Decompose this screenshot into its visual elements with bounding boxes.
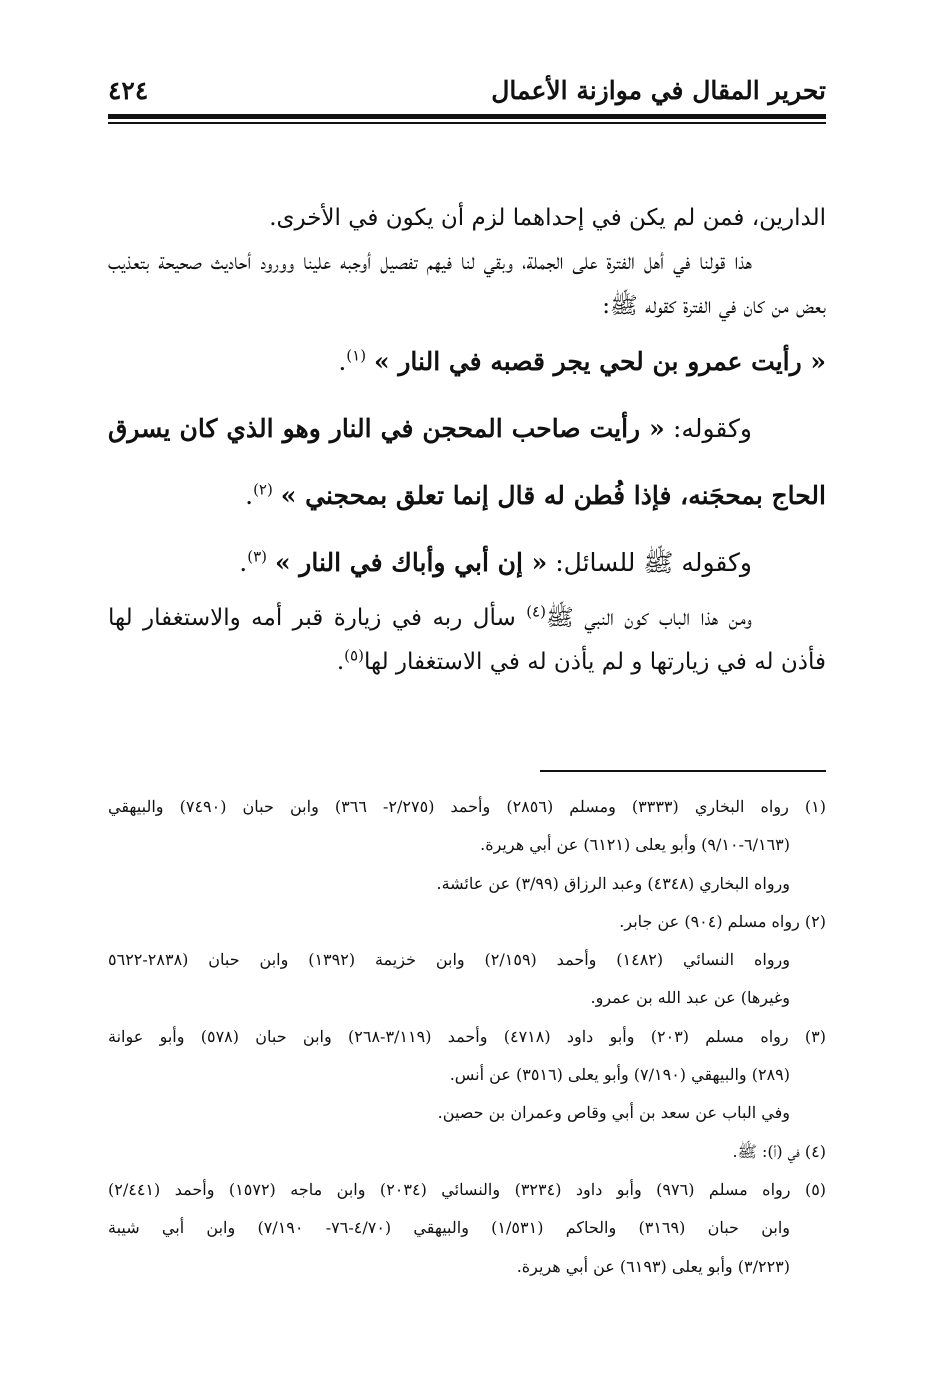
paragraph-3 bbox=[108, 328, 826, 395]
paragraph-1: الدارين، فمن لم يكن في إحداهما لزم أن يكون في الأخرى. bbox=[269, 205, 826, 231]
paragraph-5-intro: وكقوله ﷺ للسائل: bbox=[547, 548, 752, 577]
paragraph-4-end: . bbox=[245, 481, 254, 510]
paragraph-5 bbox=[108, 529, 826, 596]
footnote-5-line-2: وابن حبان (٣١٦٩) والحاكم (١/٥٣١) والبيهقي (٤/٧٠-٧٦- ٧/١٩٠) وابن أبي شيبة bbox=[108, 1218, 791, 1238]
footnote-3-line-2: (٢٨٩) والبيهقي (٧/١٩٠) وأبو يعلى (٣٥١٦) عن أنس. bbox=[449, 1065, 790, 1085]
footnote-ref-1: (١) bbox=[346, 346, 367, 365]
footnote-3-line-3: وفي الباب عن سعد بن أبي وقاص وعمران بن حصين. bbox=[437, 1103, 790, 1123]
running-header bbox=[108, 76, 826, 110]
paragraph-5-end: . bbox=[239, 548, 248, 577]
header-rule-thin bbox=[108, 122, 826, 124]
footnote-5-line-1: (٥) رواه مسلم (٩٧٦) وأبو داود (٣٢٣٤) والنسائي (٢٠٣٤) وابن ماجه (١٥٧٢) وأحمد (٢/٤٤١) bbox=[108, 1179, 826, 1199]
paragraph-4-intro: وكقوله: bbox=[664, 414, 752, 443]
footnote-1-line-3: ورواه البخاري (٤٣٤٨) وعبد الرزاق (٣/٩٩) عن عائشة. bbox=[436, 873, 790, 893]
footnote-2-line-2: ورواه النسائي (١٤٨٢) وأحمد (٢/١٥٩) وابن خزيمة (١٣٩٢) وابن حبان (٢٨٣٨-٥٦٢٢ bbox=[108, 950, 790, 970]
paragraph-6-start: ومن هذا الباب كون النبي ﷺ bbox=[545, 605, 752, 631]
header-rule-thick bbox=[108, 114, 826, 119]
hadith-quote-3: « إن أبي وأباك في النار » bbox=[274, 548, 548, 577]
paragraph-6-middle: سأل ربه في زيارة قبر أمه والاستغفار لها فأذن له في زيارتها و لم يأذن له في الاستغفار لها bbox=[108, 605, 826, 675]
hadith-quote-2: « رأيت صاحب المحجن في النار وهو الذي كان يسرق الحاج بمحجَنه، فإذا فُطن له قال إنما تعلق بمحجني » bbox=[108, 414, 826, 510]
footnote-1-line-2: (٦/١٦٣-٩/١٠) وأبو يعلى (٦١٢١) عن أبي هريرة. bbox=[480, 835, 790, 855]
footnote-2-line-3: وغيرها) عن عبد الله بن عمرو. bbox=[590, 988, 790, 1008]
footnote-4-line-1: (٤) في (أ): ﷺ. bbox=[732, 1141, 826, 1161]
paragraph-6-end: . bbox=[336, 649, 345, 675]
paragraph-4 bbox=[108, 395, 826, 529]
main-text bbox=[108, 196, 826, 684]
footnote-ref-4: (٤) bbox=[526, 602, 546, 621]
footnotes bbox=[108, 788, 826, 1286]
footnote-ref-5: (٥) bbox=[344, 646, 364, 665]
page-number: ٤٢٤ bbox=[108, 76, 149, 105]
footnote-5-line-3: (٣/٢٢٣) وأبو يعلى (٦١٩٣) عن أبي هريرة. bbox=[516, 1256, 790, 1276]
paragraph-3-end: . bbox=[338, 347, 347, 376]
footnote-ref-3: (٣) bbox=[247, 547, 267, 566]
footnote-3-line-1: (٣) رواه مسلم (٢٠٣) وأبو داود (٤٧١٨) وأحمد (٣/١١٩-٢٦٨) وابن حبان (٥٧٨) وأبو عوانة bbox=[108, 1026, 826, 1046]
paragraph-6 bbox=[108, 596, 826, 684]
book-title: تحرير المقال في موازنة الأعمال bbox=[491, 76, 826, 105]
hadith-quote-1: « رأيت عمرو بن لحي يجر قصبه في النار » bbox=[374, 347, 826, 376]
paragraph-2: هذا قولنا في أهل الفترة على الجملة، وبقي لنا فيهم تفصيل أوجبه علينا وورود أحاديث صحيحة بتعذيب بعض من كان في الفترة كقوله ﷺ: bbox=[108, 249, 826, 319]
footnote-2-line-1: (٢) رواه مسلم (٩٠٤) عن جابر. bbox=[619, 911, 826, 931]
footnote-1-line-1: (١) رواه البخاري (٣٣٣٣) ومسلم (٢٨٥٦) وأحمد (٢/٢٧٥- ٣٦٦) وابن حبان (٧٤٩٠) والبيهقي bbox=[108, 797, 826, 816]
footnote-separator bbox=[540, 770, 826, 772]
footnote-ref-2: (٢) bbox=[253, 480, 273, 499]
